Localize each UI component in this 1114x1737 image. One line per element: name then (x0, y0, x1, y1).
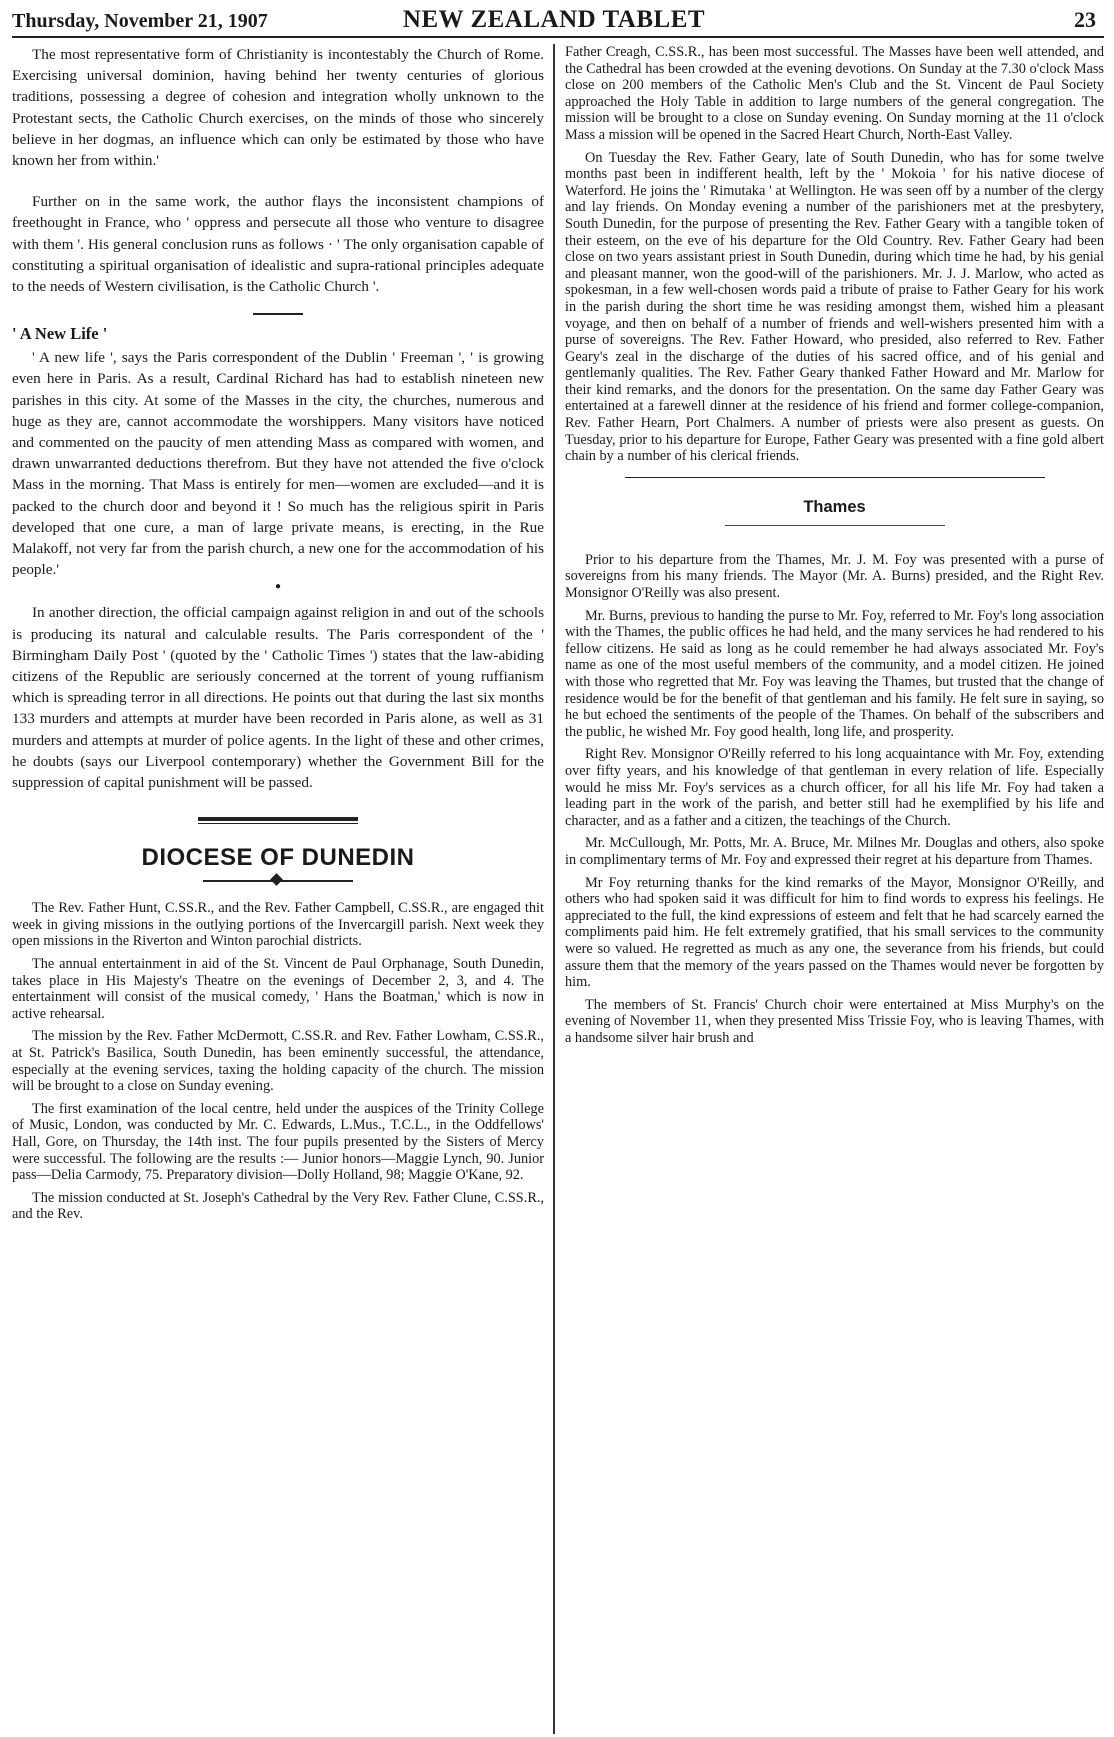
article-paragraph: In another direction, the official campaign against religion in and out of the schools is producing its natural and calculable results. The Paris correspondent of the ' Birmingham Daily Post ' (quoted by the ' Catholic Times ') states that the law-abiding citizens of the Republic are seriously concerned at the torrent of young ruffianism which is spreading terror in all directions. He points out that during the last six months 133 murders and attempts at murder have been recorded in Paris alone, as well as 31 murders and attempts at murder of police agents. In the light of these and other crimes, he doubts (says our Liverpool contemporary) whether the Government Bill for the suppression of capital punishment will be passed. (12, 604, 544, 792)
article-paragraph: The most representative form of Christianity is incontestably the Church of Rome. Exercising universal dominion, having behind her twenty centuries of glorious traditions, possessing a degree of cohesion and integration wholly unknown to the Protestant sects, the Catholic Church exercises, on the minds of those who sincerely believe in her dogmas, an influence which can only be estimated by those who have known her from within.' (12, 46, 544, 170)
right-column (555, 44, 1104, 1734)
article-paragraph: Mr. Burns, previous to handing the purse to Mr. Foy, referred to Mr. Foy's long association with the Thames, the public offices he had held, and the many services he had rendered to his fellow citizens. He said as long as he could remember he had always associated Mr. Foy's name as one of the most useful members of the community, and a model citizen. He joined with those who regretted that Mr. Foy was leaving the Thames, but trusted that the change of residence would be for the benefit of that gentleman and his family. He felt sure in saying, so he but echoed the sentiments of the people of the Thames. On behalf of the subscribers and the public, he wished Mr. Foy good health, long life, and prosperity. (565, 607, 1104, 740)
article-paragraph: The mission by the Rev. Father McDermott, C.SS.R. and Rev. Father Lowham, C.SS.R., at St. Patrick's Basilica, South Dunedin, has been eminently successful, the attendance, especially at the evening services, taxing the holding capacity of the church. The mission will be brought to a close on Sunday evening. (12, 1028, 544, 1095)
article-paragraph: Prior to his departure from the Thames, Mr. J. M. Foy was presented with a purse of sovereigns from his many friends. The Mayor (Mr. A. Burns) presided, and the Right Rev. Monsignor O'Reilly was also present. (565, 551, 1104, 602)
article-paragraph: On Tuesday the Rev. Father Geary, late of South Dunedin, who has for some twelve months past been in indifferent health, left by the ' Mokoia ' for his native diocese of Waterford. He joins the ' Rimutaka ' at Wellington. He was seen off by a number of the clergy and lay friends. On Monday evening a number of the parishioners met at the presbytery, South Dunedin, for the purpose of presenting the Rev. Father Geary with a tangible token of their esteem, on the eve of his departure for the Old Country. Rev. Father Geary had been close on two years assistant priest in South Dunedin, during which time he had, by his genial and pleasant manner, won the good-will of the parishioners. Mr. J. J. Marlow, who acted as spokesman, in a few well-chosen words paid a tribute of praise to Father Geary for his work in the parish during the short time he was residing amongst them, wished him a pleasant voyage, and then on behalf of a number of friends and well-wishers presented him with a purse of sovereigns. The Rev. Father Howard, who presided, also referred to Rev. Father Geary's zeal in the discharge of the duties of his sacred office, and of his genial and gentlemanly qualities. The Rev. Father Geary thanked Father Howard and Mr. Marlow for their kind remarks, and the donors for the presentation. On the same day Father Geary was entertained at a farewell dinner at the residence of his friend and former college-companion, Rev. Father Hearn, Port Chalmers. A number of priests were also present as guests. On Tuesday, prior to his departure for Europe, Father Geary was presented with a fine gold albert chain by a number of his clerical friends. (565, 149, 1104, 465)
article-paragraph: The annual entertainment in aid of the St. Vincent de Paul Orphanage, South Dunedin, takes place in His Majesty's Theatre on the evenings of December 2, 3, and 4. The entertainment will consist of the musical comedy, ' Hans the Boatman,' which is now in active rehearsal. (12, 956, 544, 1022)
diamond-ornament-icon (203, 880, 353, 882)
section-divider (198, 817, 358, 824)
divider-dot-icon: ● (274, 581, 282, 593)
diocese-heading: DIOCESE OF DUNEDIN (141, 844, 415, 872)
issue-date: Thursday, November 21, 1907 (12, 10, 268, 32)
masthead (12, 6, 1104, 38)
thames-heading: Thames (803, 497, 866, 516)
article-paragraph: Mr Foy returning thanks for the kind remarks of the Mayor, Monsignor O'Reilly, and others who had spoken said it was difficult for him to find words to express his feelings. He appreciated to the full, the kind expressions of esteem and felt that he had scarcely earned the compliments paid him. He felt extremely gratified, that his small services to the community were so valued. He regretted as much as any one, the severance from his friends, but could assure them that the memory of the years passed on the Thames would never be forgotten by him. (565, 874, 1104, 991)
article-paragraph: Father Creagh, C.SS.R., has been most successful. The Masses have been well attended, and the Cathedral has been crowded at the evening devotions. On Sunday at the 7.30 o'clock Mass close on 200 members of the Catholic Men's Club and the St. Vincent de Paul Society approached the Holy Table in addition to large numbers of the general congregation. The mission will be brought to a close on Sunday evening. On Sunday morning at the 11 o'clock Mass a mission will be opened in the Sacred Heart Church, North-East Valley. (565, 44, 1104, 143)
page-number: 23 (1074, 7, 1096, 32)
left-column (12, 44, 553, 1734)
new-life-heading: ' A New Life ' (12, 324, 108, 344)
article-paragraph: The mission conducted at St. Joseph's Cathedral by the Very Rev. Father Clune, C.SS.R., and the Rev. (12, 1189, 544, 1223)
article-paragraph: Right Rev. Monsignor O'Reilly referred to his long acquaintance with Mr. Foy, extending over fifty years, and his knowledge of that gentleman in every relation of life. Especially would he miss Mr. Foy's services as a church officer, for all his life Mr. Foy had taken a leading part in the work of the parish, and better still had he exemplified by his life and character, and as a father and a citizen, the teachings of the Church. (565, 746, 1104, 829)
article-paragraph: The Rev. Father Hunt, C.SS.R., and the Rev. Father Campbell, C.SS.R., are engaged thit week in giving missions in the outlying portions of the Invercargill parish. Next week they open missions in the Riverton and Winton parochial districts. (12, 900, 544, 950)
columns (12, 44, 1104, 1734)
section-divider (725, 525, 945, 526)
article-paragraph: The members of St. Francis' Church choir were entertained at Miss Murphy's on the evening of November 11, when they presented Miss Trissie Foy, who is leaving Thames, with a handsome silver hair brush and (565, 996, 1104, 1046)
section-divider (625, 477, 1045, 478)
newspaper-title: NEW ZEALAND TABLET (402, 6, 706, 33)
section-divider (253, 313, 303, 315)
article-paragraph: ' A new life ', says the Paris correspondent of the Dublin ' Freeman ', ' is growing even here in Paris. As a result, Cardinal Richard has had to establish nineteen new parishes in this city. At some of the Masses in the city, the churches, numerous and huge as they are, cannot accommodate the worshippers. Many visitors have noticed and commented on the paucity of men attending Mass as compared with women, and drawn unwarranted deductions therefrom. But they have not attended the five o'clock Mass in the morning. That Mass is entirely for men—women are excluded—and it is packed to the church door and beyond it ! So much has the religious spirit in Paris developed that one cure, a man of large private means, is erecting, in the Rue Malakoff, not very far from the parish church, a new one for the accommodation of his people.' (12, 349, 544, 579)
article-paragraph: The first examination of the local centre, held under the auspices of the Trinity College of Music, London, was conducted by Mr. C. Edwards, L.Mus., T.C.L., in the Oddfellows' Hall, Gore, on Thursday, the 14th inst. The four pupils presented by the Sisters of Mercy were successful. The following are the results :— Junior honors—Maggie Lynch, 90. Junior pass—Delia Carmody, 75. Preparatory division—Dolly Holland, 98; Maggie O'Kane, 92. (12, 1100, 544, 1184)
article-paragraph: Further on in the same work, the author flays the inconsistent champions of freethought in France, who ' oppress and persecute all those who venture to disagree with them '. His general conclusion runs as follows · ' The only organisation capable of constituting a spiritual organisation of idealistic and supra-rational principles adequate to the needs of Western civilisation, is the Catholic Church '. (12, 193, 544, 296)
article-paragraph: Mr. McCullough, Mr. Potts, Mr. A. Bruce, Mr. Milnes Mr. Douglas and others, also spoke in complimentary terms of Mr. Foy and expressed their regret at his departure from Thames. (565, 835, 1104, 868)
